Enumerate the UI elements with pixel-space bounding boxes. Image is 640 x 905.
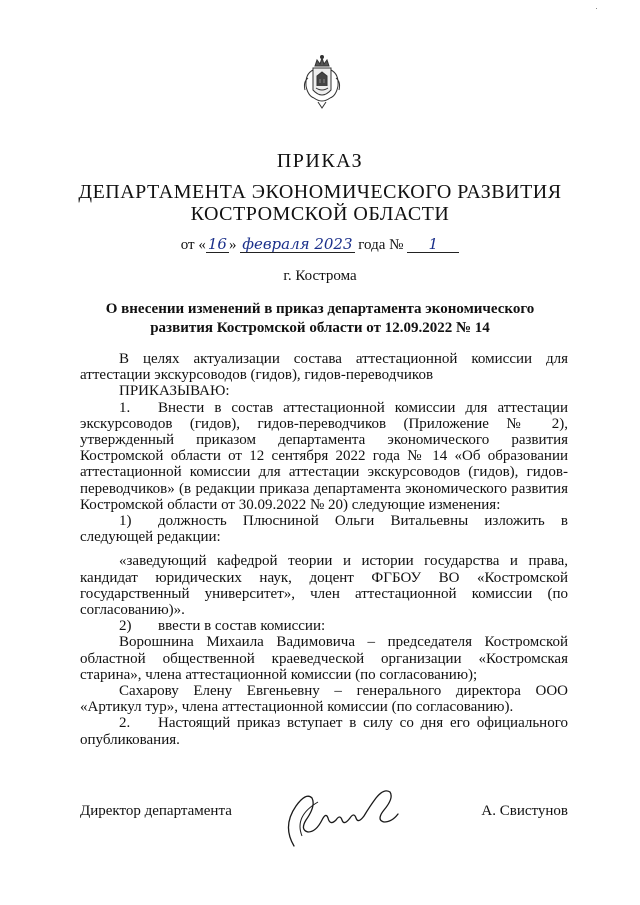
member-2-paragraph: Сахарову Елену Евгеньевну – генерального директора ООО «Артикул тур», члена аттестационной комиссии (по согласованию). bbox=[80, 683, 568, 716]
document-subject: О внесении изменений в приказ департамента экономического развития Костромской области от 12.09.2022 № 14 bbox=[105, 301, 535, 336]
order-word: ПРИКАЗЫВАЮ: bbox=[119, 383, 230, 400]
item-1 bbox=[80, 400, 568, 513]
document-type: ПРИКАЗ bbox=[276, 150, 364, 172]
date-day: 16 bbox=[207, 235, 227, 253]
subitem-1-text: должность Плюсниной Ольги Витальевны изложить в следующей редакции: bbox=[80, 513, 568, 546]
item-1-number: 1. bbox=[119, 399, 131, 416]
signer-name: А. Свистунов bbox=[481, 803, 568, 819]
coat-of-arms-icon bbox=[300, 52, 344, 116]
item-2-text: Настоящий приказ вступает в силу со дня его официального опубликования. bbox=[80, 715, 568, 748]
date-line bbox=[0, 236, 640, 254]
signer-position: Директор департамента bbox=[80, 803, 232, 819]
subitem-2-number: 2) bbox=[119, 618, 132, 635]
document-body bbox=[80, 351, 568, 748]
department-name: ДЕПАРТАМЕНТА ЭКОНОМИЧЕСКОГО РАЗВИТИЯ КОСТРОМСКОЙ ОБЛАСТИ bbox=[78, 181, 562, 225]
order-number: 1 bbox=[407, 236, 459, 253]
date-year-word: года № bbox=[358, 237, 404, 253]
subitem-1-number: 1) bbox=[119, 513, 132, 530]
handwritten-signature bbox=[272, 776, 412, 854]
subitem-2 bbox=[80, 618, 568, 634]
member-1-paragraph: Ворошнина Михаила Вадимовича – председателя Костромской областной общественной краеведческой организации «Костромская старина», члена аттестационной комиссии (по согласованию); bbox=[80, 634, 568, 683]
subitem-2-text: ввести в состав комиссии: bbox=[158, 618, 326, 635]
item-2 bbox=[80, 715, 568, 747]
date-month-year: февраля 2023 bbox=[242, 235, 353, 253]
item-2-number: 2. bbox=[119, 715, 131, 732]
city: г. Кострома bbox=[283, 268, 357, 284]
date-prefix: от « bbox=[180, 237, 206, 253]
quote-paragraph: «заведующий кафедрой теории и истории государства и права, кандидат юридических наук, доцент ФГБОУ ВО «Костромской государственный университет», член аттестационной комиссии (по согласованию)». bbox=[80, 553, 568, 619]
intro-paragraph: В целях актуализации состава аттестационной комиссии для аттестации экскурсоводов (гидов), гидов-переводчиков bbox=[80, 351, 568, 384]
date-mid: » bbox=[228, 237, 237, 253]
scan-speck bbox=[596, 8, 597, 9]
subitem-1 bbox=[80, 513, 568, 545]
item-1-text: Внести в состав аттестационной комиссии для аттестации экскурсоводов (гидов), гидов-переводчиков (Приложение № 2), утвержденный приказом департамента экономического развития Костромской области от 12 сентября 2022 года № 14 «Об образовании аттестационной комиссии для аттестации экскурсоводов (гидов), гидов-переводчиков» (в редакции приказа департамента экономического развития Костромской области от 30.09.2022 № 20) следующие изменения: bbox=[80, 399, 568, 513]
